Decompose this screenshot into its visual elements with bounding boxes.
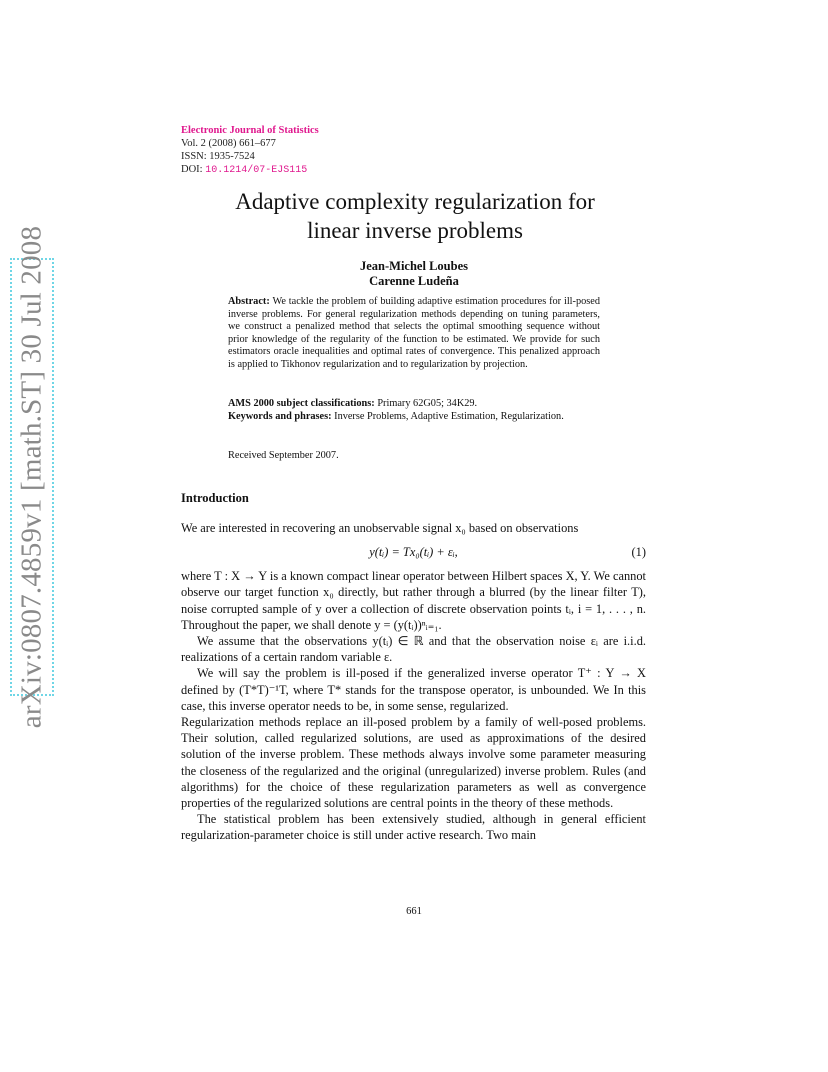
paragraph-6: The statistical problem has been extensively studied, although in general efficient regularization-parameter choice is still under active research. Two main [181,812,646,843]
title-line-1: Adaptive complexity regularization for [235,189,595,214]
journal-doi [181,163,319,177]
journal-name[interactable]: Electronic Journal of Statistics [181,125,319,136]
ams-label: AMS 2000 subject classifications: [228,398,375,409]
arxiv-id: arXiv:0807.4859v1 [math.ST] 30 Jul 2008 [15,225,48,729]
equation-1 [181,540,646,566]
keywords [228,411,600,424]
received-date: Received September 2007. [228,450,339,461]
paragraph-5: Regularization methods replace an ill-posed problem by a family of well-posed problems. Their solution, called regularized solutions, are used as approximations of the desired solution of the inverse problem. These methods always involve some parameter measuring the closeness of the regularized and the original (unregularized) inverse problem. Rules (and algorithms) for the choice of these regularization parameters as well as convergence properties of the regularized solutions are central points in the theory of these methods. [181,715,646,811]
title-line-2: linear inverse problems [307,218,523,243]
keywords-text: Inverse Problems, Adaptive Estimation, Regularization. [334,410,564,422]
authors [0,259,828,289]
ams-text: Primary 62G05; 34K29. [377,398,478,409]
abstract-text: We tackle the problem of building adaptive estimation procedures for ill-posed inverse problems. For general regularization methods depending on tuning parameters, we construct a penalized method that selects the optimal smoothing sequence without prior knowledge of the regularity of the function to be estimated. We provide for such estimators oracle inequalities and optimal rates of convergence. This penalized approach is applied to Tikhonov regularization and to regularization by projection. [228,296,600,370]
journal-meta [181,124,319,177]
doi-link[interactable]: 10.1214/07-EJS115 [205,165,308,176]
ams-classification [228,398,600,411]
section-heading: Introduction [181,491,249,505]
body-text [181,520,646,844]
equation-1-number[interactable]: (1) [631,545,646,560]
paragraph-2: where T : X → Y is a known compact linear operator between Hilbert spaces X, Y. We cannot observe our target function x₀ directly, but rather through a blurred (by the linear filter T), noise corrupted sample of y over a collection of discrete observation points tᵢ, i = 1, . . . , n. Throughout the paper, we shall denote y = (y(tᵢ))ⁿᵢ₌₁. [181,569,646,632]
doi-label: DOI: [181,164,206,175]
page-number: 661 [406,906,422,917]
abstract-label: Abstract: [228,296,270,307]
paper-title [160,187,670,245]
paragraph-3: We assume that the observations y(tᵢ) ∈ ℝ and that the observation noise εᵢ are i.i.d. realizations of a certain random variable ε. [181,634,646,665]
equation-1-expression: y(tᵢ) = Tx₀(tᵢ) + εᵢ, [369,545,458,560]
paragraph-1: We are interested in recovering an unobservable signal x₀ based on observations [181,521,579,535]
journal-volume: Vol. 2 (2008) 661–677 [181,138,276,149]
keywords-label: Keywords and phrases: [228,410,332,422]
paragraph-4: We will say the problem is ill-posed if the generalized inverse operator T⁺ : Y → X defined by (T*T)⁻¹T, where T* stands for the transpose operator, is unbounded. We In this case, this inverse operator needs to be, in some sense, regularized. [181,666,646,713]
arxiv-stamp [10,225,54,729]
abstract [228,296,600,372]
author-1: Jean-Michel Loubes [360,259,468,273]
journal-issn: ISSN: 1935-7524 [181,151,255,162]
author-2: Carenne Ludeña [369,274,459,288]
classification-block [228,398,600,423]
